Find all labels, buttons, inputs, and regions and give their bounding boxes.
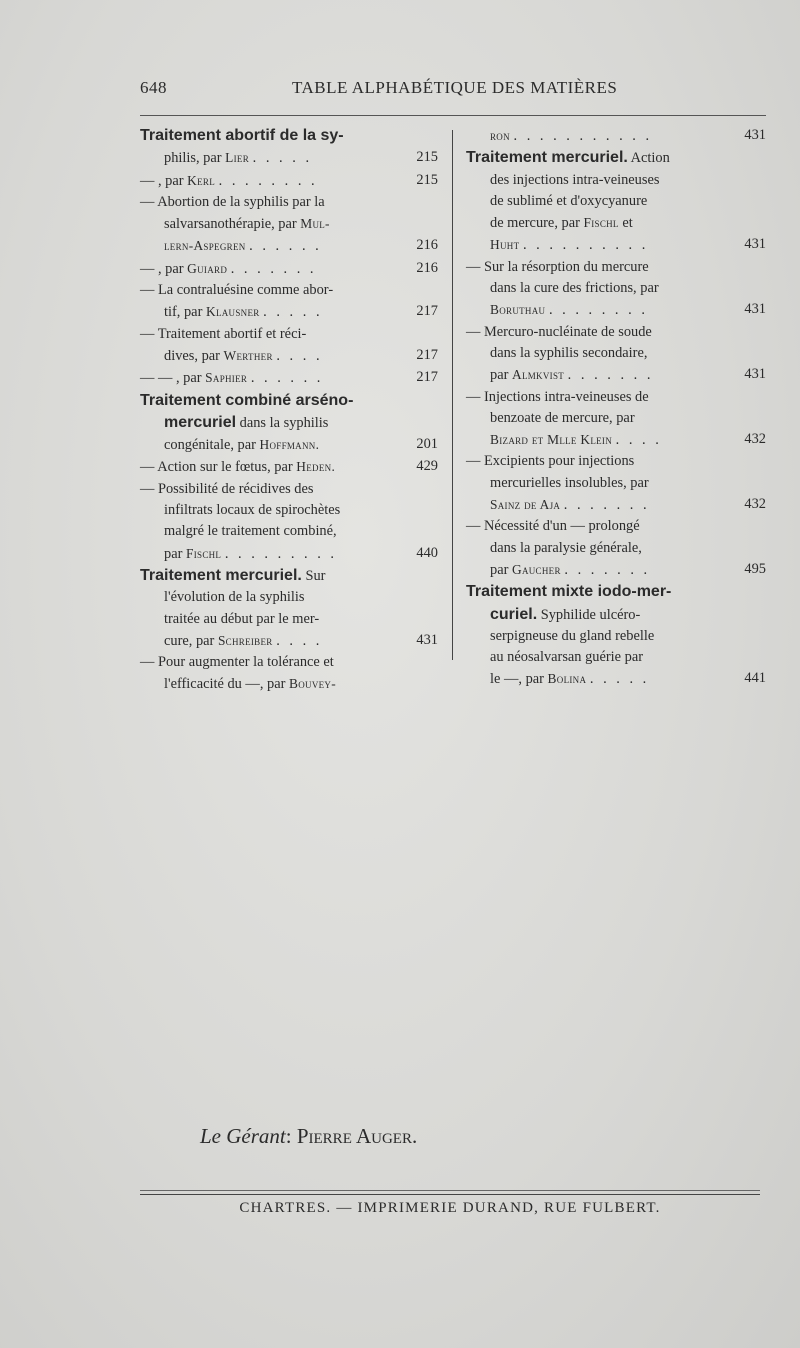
entry-line [466, 234, 766, 256]
entry-line [140, 673, 438, 695]
entry-text: serpigneuse du gland rebelle [490, 627, 655, 644]
entry-line [466, 494, 766, 516]
page-reference: 201 [416, 436, 438, 453]
entry-line [140, 147, 438, 169]
entry-text: dans la cure des frictions, par [490, 280, 659, 297]
page-reference: 216 [416, 237, 438, 254]
entry-line [466, 451, 766, 472]
entry-line [466, 278, 766, 299]
page-reference: 215 [416, 149, 438, 166]
index-entry [140, 258, 438, 280]
index-entry [466, 257, 766, 322]
leader-dots: . . . . . [263, 304, 323, 321]
page-number: 648 [140, 78, 167, 97]
leader-dots: . . . . . . . . . [224, 545, 338, 562]
index-entry [466, 451, 766, 516]
entry-line [140, 125, 438, 147]
leader-dots: . . . . [276, 347, 323, 364]
gerant-colon: : [285, 1124, 292, 1148]
author-name: ron [490, 128, 510, 143]
leader-dots: . . . . . . . . [218, 172, 318, 189]
author-name: Guiard [187, 260, 228, 276]
entry-line [140, 301, 438, 323]
entry-text: — , par [140, 172, 188, 189]
author-name: Fischl [583, 215, 619, 231]
index-entry [466, 387, 766, 452]
entry-line [466, 408, 766, 429]
entry-text: Sur [301, 567, 326, 584]
entry-heading: Traitement mixte iodo-mer- [466, 583, 672, 601]
entry-line [140, 390, 438, 412]
author-name: Bolina [547, 671, 587, 687]
entry-text: et [618, 215, 633, 232]
entry-text: — La contraluésine comme abor- [140, 282, 334, 299]
entry-text: — Mercuro-nucléinate de soude [466, 323, 652, 340]
entry-line [140, 170, 438, 192]
running-header [140, 78, 780, 102]
entry-text: mercurielles insolubles, par [490, 474, 649, 491]
leader-dots: . . . . . . . [563, 497, 650, 514]
author-name: lern-Aspegren [164, 238, 246, 254]
author-name: Heden. [296, 459, 336, 475]
entry-line [466, 387, 766, 408]
entry-text: benzoate de mercure, par [490, 409, 635, 426]
entry-text: infiltrats locaux de spirochètes [164, 502, 341, 519]
entry-text: salvarsanothérapie, par [164, 216, 301, 233]
entry-line [466, 581, 766, 603]
leader-dots: . . . . . . . [567, 367, 654, 384]
index-column-right [466, 125, 766, 691]
entry-text: malgré le traitement combiné, [164, 523, 337, 540]
index-entry [140, 324, 438, 368]
entry-text: congénitale, par [164, 437, 260, 454]
index-entry [140, 390, 438, 457]
entry-line [140, 324, 438, 345]
author-name: Hoffmann. [259, 437, 320, 453]
entry-line [140, 258, 438, 280]
author-name: Werther [223, 347, 273, 363]
entry-text: — Traitement abortif et réci- [140, 325, 307, 342]
index-entry [140, 479, 438, 565]
author-name: Bizard et Mlle Klein [490, 432, 613, 448]
entry-line [466, 343, 766, 364]
entry-text: — Action sur le fœtus, par [140, 459, 297, 476]
leader-dots: . . . . . . . . [548, 302, 648, 319]
index-entry [466, 322, 766, 387]
entry-line [140, 587, 438, 608]
author-name: Fischl [185, 545, 222, 561]
page-reference: 495 [744, 560, 766, 577]
entry-text: Action [627, 150, 670, 167]
page-reference: 431 [744, 236, 766, 253]
entry-line [466, 626, 766, 647]
index-entry [466, 125, 766, 147]
author-name: Saphier [205, 370, 248, 386]
index-entry [140, 565, 438, 652]
author-name: Kerl [187, 172, 216, 188]
entry-text: — — , par [140, 370, 206, 387]
page-reference: 432 [744, 496, 766, 513]
author-name: Huht [490, 237, 520, 253]
entry-text: — Possibilité de récidives des [140, 480, 314, 497]
entry-text: par [490, 367, 512, 384]
column-divider [452, 130, 453, 660]
entry-line [466, 473, 766, 494]
index-entry [466, 147, 766, 256]
entry-line [140, 345, 438, 367]
entry-text: des injections intra-veineuses [490, 171, 660, 188]
author-name: Lier [225, 150, 250, 166]
index-entry [466, 516, 766, 581]
index-entry [140, 192, 438, 258]
entry-line [466, 668, 766, 690]
entry-line [140, 521, 438, 542]
entry-text: — Sur la résorption du mercure [466, 258, 649, 275]
entry-text: — Injections intra-veineuses de [466, 388, 649, 405]
entry-text: dans la paralysie générale, [490, 539, 642, 556]
publisher-signature [200, 1124, 417, 1149]
leader-dots: . . . . . [252, 150, 313, 167]
index-column-left [140, 125, 438, 696]
entry-line [140, 565, 438, 587]
entry-line [140, 412, 438, 434]
entry-line [140, 235, 438, 257]
entry-text: par [164, 545, 186, 562]
entry-line [466, 604, 766, 626]
index-entry [140, 367, 438, 389]
entry-text: l'évolution de la syphilis [164, 589, 305, 606]
entry-text: mercuriel [164, 413, 237, 431]
entry-line [140, 434, 438, 456]
page-reference: 217 [416, 303, 438, 320]
entry-text: le —, par [490, 671, 548, 688]
entry-text: dans la syphilis secondaire, [490, 344, 648, 361]
page-reference: 431 [744, 301, 766, 318]
entry-line [466, 257, 766, 278]
entry-line [140, 652, 438, 673]
author-name: Boruthau [490, 302, 546, 318]
entry-line [140, 192, 438, 213]
leader-dots: . . . . . . [249, 238, 322, 255]
index-entry [140, 280, 438, 324]
entry-line [140, 630, 438, 652]
page-reference: 432 [744, 431, 766, 448]
author-name: Gaucher [511, 561, 561, 577]
page-reference: 431 [744, 366, 766, 383]
page-reference: 440 [416, 544, 438, 561]
leader-dots: . . . . . . [250, 370, 324, 387]
entry-line [140, 609, 438, 630]
page-reference: 429 [416, 458, 438, 475]
page-reference: 216 [416, 259, 438, 276]
author-name: Almkvist [511, 367, 565, 383]
author-name: Mul- [300, 216, 330, 232]
entry-text: Syphilide ulcéro- [537, 606, 641, 623]
entry-text: tif, par [164, 304, 206, 321]
header-rule [140, 115, 766, 116]
entry-line [466, 191, 766, 212]
gerant-label: Le Gérant [200, 1124, 286, 1148]
author-name: Bouvey- [289, 676, 336, 692]
header-title: TABLE ALPHABÉTIQUE DES MATIÈRES [292, 78, 618, 97]
entry-text: de sublimé et d'oxycyanure [490, 192, 648, 209]
gerant-name: Pierre Auger. [296, 1124, 418, 1148]
page-reference: 441 [744, 670, 766, 687]
entry-heading: Traitement combiné arséno- [140, 391, 354, 409]
entry-line [466, 364, 766, 386]
page-reference: 431 [416, 631, 438, 648]
entry-line [140, 280, 438, 301]
entry-line [466, 322, 766, 343]
entry-line [466, 170, 766, 191]
leader-dots: . . . . [615, 432, 662, 449]
entry-heading: Traitement mercuriel. [140, 566, 302, 584]
entry-heading: Traitement mercuriel. [466, 149, 628, 167]
entry-text: curiel. [490, 605, 538, 623]
entry-text: au néosalvarsan guérie par [490, 649, 644, 666]
index-entry [140, 456, 438, 478]
leader-dots: . . . . . . . [564, 561, 651, 578]
index-entry [140, 652, 438, 696]
author-name: Klausner [205, 304, 260, 320]
entry-text: dives, par [164, 347, 224, 364]
entry-line [466, 125, 766, 147]
entry-line [466, 147, 766, 169]
entry-line [466, 559, 766, 581]
entry-text: — , par [140, 260, 188, 277]
page-reference: 431 [744, 127, 766, 143]
entry-line [140, 367, 438, 389]
entry-text: traitée au début par le mer- [164, 610, 320, 627]
entry-text: par [490, 561, 512, 578]
entry-line [140, 543, 438, 565]
author-name: Sainz de Aja [490, 497, 561, 513]
leader-dots: . . . . [276, 632, 323, 649]
index-entry [140, 170, 438, 192]
entry-line [140, 479, 438, 500]
leader-dots: . . . . . . . [230, 260, 317, 277]
entry-text: — Excipients pour injections [466, 453, 635, 470]
entry-text: l'efficacité du —, par [164, 676, 289, 693]
leader-dots: . . . . . . . . . . . [513, 128, 653, 144]
entry-text: philis, par [164, 150, 226, 167]
index-entry [140, 125, 438, 170]
author-name: Schreiber [217, 632, 273, 648]
entry-heading: Traitement abortif de la sy- [140, 127, 344, 144]
entry-text: — Nécessité d'un — prolongé [466, 518, 640, 535]
page-reference: 217 [416, 346, 438, 363]
entry-text: de mercure, par [490, 215, 584, 232]
entry-line [466, 299, 766, 321]
entry-line [140, 213, 438, 235]
leader-dots: . . . . . . . . . . [522, 237, 649, 254]
entry-line [140, 456, 438, 478]
entry-line [466, 647, 766, 668]
entry-text: — Abortion de la syphilis par la [140, 193, 325, 210]
page-reference: 215 [416, 171, 438, 188]
entry-line [466, 516, 766, 537]
entry-line [466, 429, 766, 451]
index-entry [466, 581, 766, 690]
footer-rule-thin [140, 1190, 760, 1191]
leader-dots: . . . . . [589, 671, 650, 688]
entry-line [466, 212, 766, 234]
page-reference: 217 [416, 369, 438, 386]
entry-text: — Pour augmenter la tolérance et [140, 654, 334, 671]
printer-imprint: CHARTRES. — IMPRIMERIE DURAND, RUE FULBERT. [239, 1200, 661, 1216]
entry-line [140, 500, 438, 521]
entry-line [466, 538, 766, 559]
entry-text: cure, par [164, 632, 218, 649]
footer-rule-thick [140, 1194, 760, 1195]
entry-text: dans la syphilis [236, 414, 329, 431]
